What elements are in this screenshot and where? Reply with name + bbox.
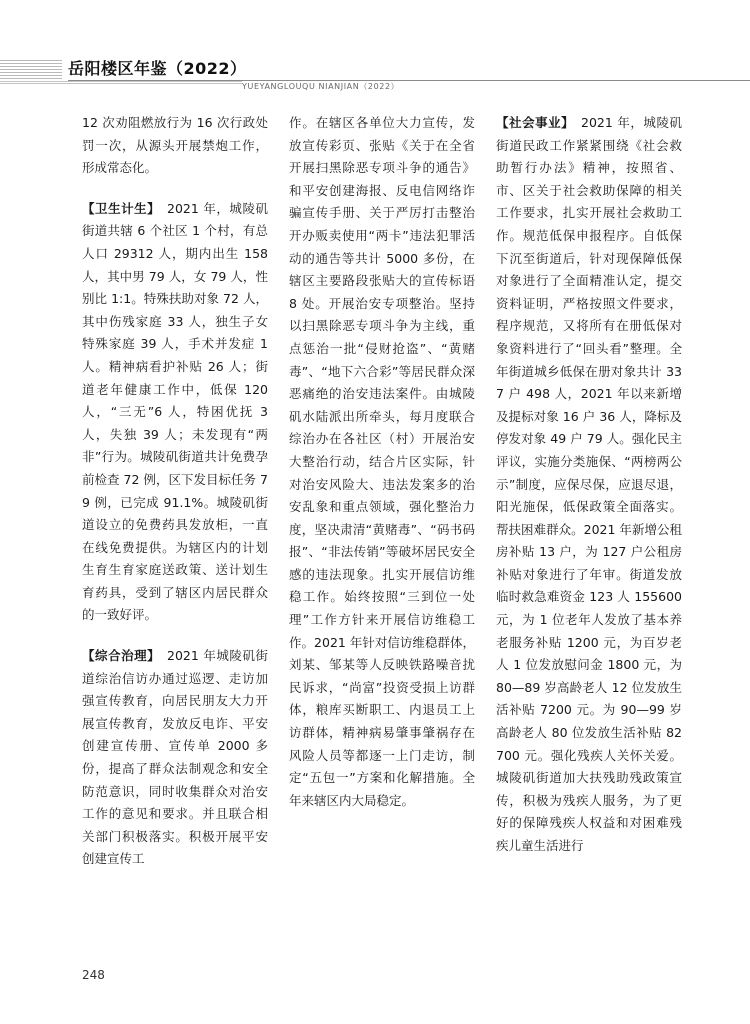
section-title-health: 【卫生计生】 [82,200,154,216]
section-governance [82,645,268,871]
section-title-social: 【社会事业】 [496,115,568,130]
section-body-health: 2021 年，城陵矶街道共辖 6 个社区 1 个村，有总人口 29312 人，期内出生 158 人，其中男 79 人，女 79 人，性别比 1:1。特殊扶助对象 72 人，其中伤残家庭 33 人，独生子女特殊家庭 39 人，手术并发症 1 人。精神病看护补贴 26 人；街道老年健康工作中，低保 120 人，“三无”6 人，特困优抚 3 人，失独 39 人；未发现有“两非”行为。城陵矶街道共计免费孕前检查 72 例，区下发目标任务 79 例，已完成 91.1%。城陵矶街道设立的免费药具发放柜，一直在线免费提供。为辖区内的计划生育生育家庭送政策、送计划生育药具，受到了辖区内居民群众的一致好评。 [82,200,268,623]
section-health [82,198,268,627]
running-header [0,52,750,94]
yearbook-subtitle-pinyin: YUEYANGLOUQU NIANJIAN（2022） [242,82,400,91]
section-social [496,112,682,858]
paragraph-fireworks: 12 次劝阻燃放行为 16 次行政处罚一次，从源头开展禁炮工作，形成常态化。 [82,115,268,176]
header-stripes-decoration [0,60,62,82]
text-column-1 [82,112,268,871]
page-number: 248 [82,968,105,982]
section-body-governance: 2021 年城陵矶街道综治信访办通过巡逻、走访加强宣传教育，向居民朋友大力开展宣传教育，发放反电诈、平安创建宣传册、宣传单 2000 多份，提高了群众法制观念和安全防范意识，同时收集群众对治安工作的意见和要求。并且联合相关部门积极落实。积极开展平安创建宣传工 [82,648,268,867]
yearbook-title: 岳阳楼区年鉴（2022） [68,59,247,78]
section-body-social: 2021 年，城陵矶街道民政工作紧紧围绕《社会救助暂行办法》精神，按照省、市、区关于社会救助保障的相关工作要求，扎实开展社会救助工作。规范低保申报程序。自低保下沉至街道后，针对现保障低保对象进行了全面精准认定，提交资料证明，严格按照文件要求，程序规范，又将所有在册低保对象资料进行了“回头看”整理。全年街道城乡低保在册对象共计 337 户 498 人，2021 年以来新增及提标对象 16 户 36 人，降标及停发对象 49 户 79 人。强化民主评议，实施分类施保、“两榜两公示”制度，应保尽保，应退尽退，阳光施保，低保政策全面落实。帮扶困难群众。2021 年新增公租房补贴 13 户，为 127 户公租房补贴对象进行了年审。街道发放临时救急难资金 123 人 155600 元，为 1 位老年人发放了基本养老服务补贴 1200 元，为百岁老人 1 位发放慰问金 1800 元，为 80—89 岁高龄老人 12 位发放生活补贴 7200 元。为 90—99 岁高龄老人 80 位发放生活补贴 82700 元。强化残疾人关怀关爱。城陵矶街道加大扶残助残政策宣传，积极为残疾人服务，为了更好的保障残疾人权益和对困难残疾儿童生活进行 [496,115,682,853]
text-column-3 [496,112,682,858]
text-column-2 [289,112,475,812]
section-title-governance: 【综合治理】 [82,648,154,664]
header-rule-band [0,81,242,84]
paragraph-governance-continued: 作。在辖区各单位大力宣传，发放宣传彩页、张贴《关于在全省开展扫黑除恶专项斗争的通告》和平安创建海报、反电信网络诈骗宣传手册、关于严厉打击整治开办贩卖使用“两卡”违法犯罪活动的通告等共计 5000 多份，在辖区主要路段张贴大的宣传标语 8 处。开展治安专项整治。坚持以扫黑除恶专项斗争为主线，重点惩治一批“侵财抢盗”、“黄赌毒”、“地下六合彩”等居民群众深恶痛绝的治安违法案件。由城陵矶水陆派出所牵头，每月度联合综治办在各社区（村）开展治安大整治行动，结合片区实际，针对治安风险大、违法发案多的治安乱象和重点领域，强化整治力度，坚决肃清“黄赌毒”、“码书码报”、“非法传销”等破坏居民安全感的违法现象。扎实开展信访维稳工作。始终按照“三到位一处理”工作方针来开展信访维稳工作。2021 年针对信访维稳群体，刘某、邹某等人反映铁路噪音扰民诉求，“尚富”投资受损上访群体，粮库买断职工、内退员工上访群体，精神病易肇事肇祸存在风险人员等都逐一上门走访，制定“五包一”方案和化解措施。全年来辖区内大局稳定。 [289,115,475,808]
